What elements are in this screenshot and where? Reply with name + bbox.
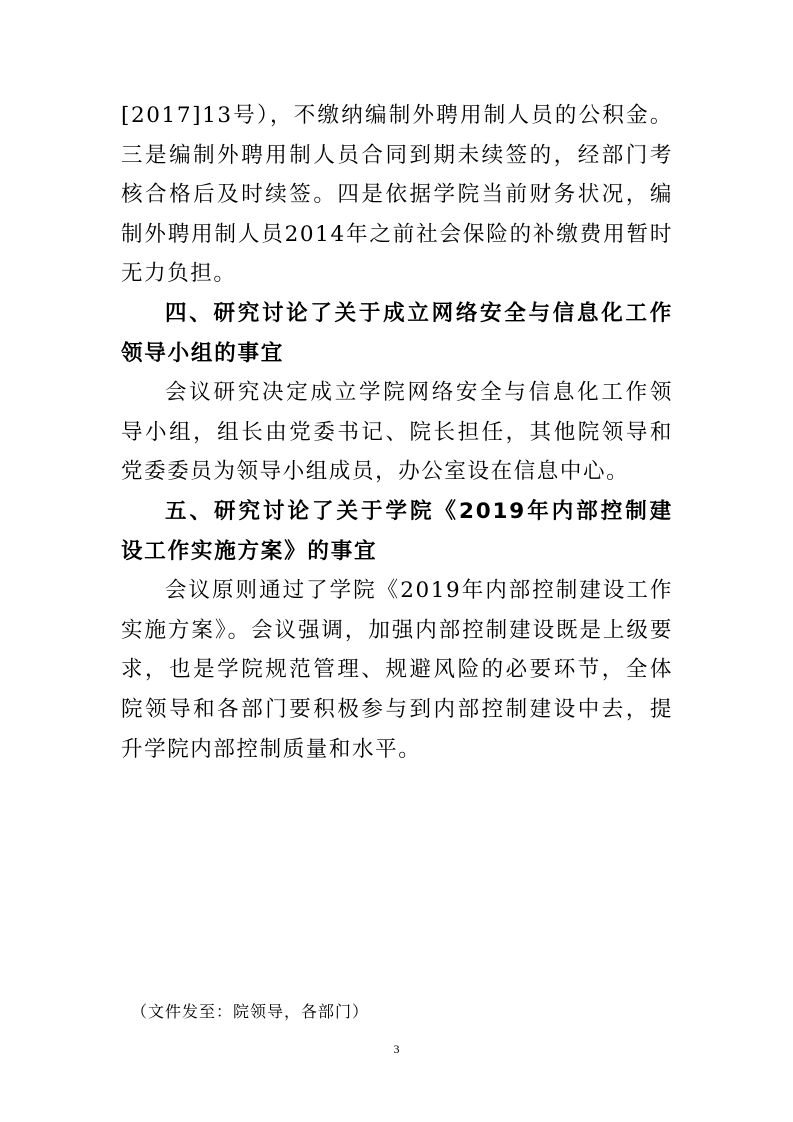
section-heading-5: 五、研究讨论了关于学院《2019年内部控制建设工作实施方案》的事宜 [121, 498, 673, 564]
paragraph-continuation: [2017]13号），不缴纳编制外聘用制人员的公积金。三是编制外聘用制人员合同到期未续签的，经部门考核合格后及时续签。四是依据学院当前财务状况，编制外聘用制人员2014年之前社会保险的补缴费用暂时无力负担。 [121, 103, 673, 287]
paragraph-section-5: 会议原则通过了学院《2019年内部控制建设工作实施方案》。会议强调，加强内部控制建设既是上级要求，也是学院规范管理、规避风险的必要环节，全体院领导和各部门要积极参与到内部控制建设中去，提升学院内部控制质量和水平。 [121, 578, 673, 762]
paragraph-section-4: 会议研究决定成立学院网络安全与信息化工作领导小组，组长由党委书记、院长担任，其他院领导和党委委员为领导小组成员，办公室设在信息中心。 [121, 380, 673, 485]
document-body [121, 96, 673, 769]
page-number: 3 [393, 1042, 400, 1056]
distribution-note: （文件发至：院领导，各部门） [131, 1002, 370, 1021]
section-heading-4: 四、研究讨论了关于成立网络安全与信息化工作领导小组的事宜 [121, 300, 673, 366]
